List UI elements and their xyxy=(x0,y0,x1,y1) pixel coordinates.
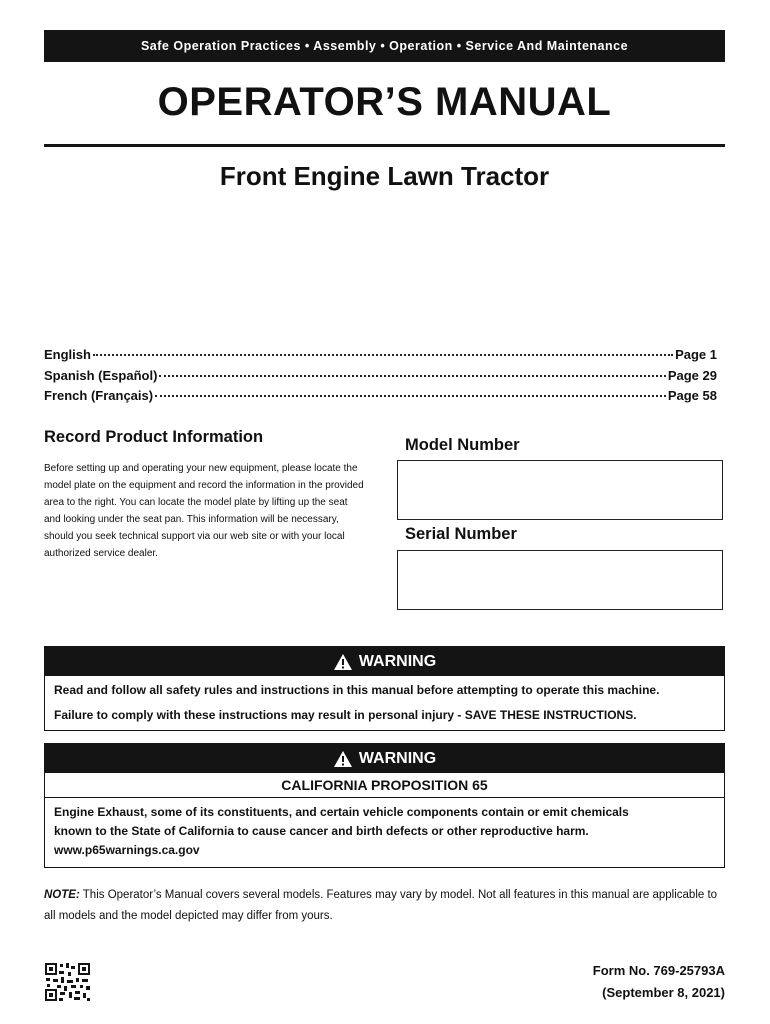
toc-leader-dots xyxy=(159,361,665,377)
product-subtitle: Front Engine Lawn Tractor xyxy=(219,161,550,191)
note-text: This Operator’s Manual covers several models. Features may vary by model. Not all features in this manual are applicable to all models and the model depicted may differ from yours. xyxy=(44,889,718,922)
record-product-instructions: Before setting up and operating your new equipment, please locate the model plate on the equipment and record the information in the provided area to the right. You can locate the model plate by lifting up the seat and looking under the seat pan. This information will be necessary, should you seek technical support via our web site or with your local authorized service dealer. xyxy=(44,463,364,559)
safety-warning-box xyxy=(44,646,725,731)
record-product-heading: Record Product Information xyxy=(44,428,264,446)
header-banner-text: Safe Operation Practices • Assembly • Operation • Service And Maintenance xyxy=(140,39,629,53)
toc-leader-dots xyxy=(155,381,666,397)
warning-heading: WARNING xyxy=(358,652,437,670)
qr-code-icon[interactable] xyxy=(44,962,91,1002)
note-label: NOTE: xyxy=(44,889,80,901)
language-table-of-contents xyxy=(44,343,717,405)
toc-leader-dots xyxy=(93,340,673,356)
form-number-block xyxy=(520,960,725,1004)
title-divider xyxy=(44,144,725,147)
toc-page: Page 1 xyxy=(675,347,717,362)
header-banner xyxy=(44,30,725,62)
prop65-text: Engine Exhaust, some of its constituents, and certain vehicle components contain or emit chemicals known to the State of California to cause cancer and birth defects or other reproductive harm. www.p65warnings.ca.gov xyxy=(54,805,629,857)
form-date: (September 8, 2021) xyxy=(602,985,725,1000)
warning-line-2: Failure to comply with these instructions may result in personal injury - SAVE THESE INSTRUCTIONS. xyxy=(54,708,637,722)
warning-line-1: Read and follow all safety rules and instructions in this manual before attempting to operate this machine. xyxy=(54,683,660,697)
serial-number-label: Serial Number xyxy=(405,525,517,543)
warning-header xyxy=(45,744,724,773)
serial-number-field[interactable] xyxy=(397,550,723,610)
model-number-field[interactable] xyxy=(397,460,723,520)
warning-triangle-icon xyxy=(333,653,353,671)
model-number-label: Model Number xyxy=(405,436,520,454)
manual-title: OPERATOR’S MANUAL xyxy=(157,80,612,124)
form-number: Form No. 769-25793A xyxy=(592,963,725,978)
toc-language: French (Français) xyxy=(44,388,154,403)
toc-page: Page 29 xyxy=(667,367,717,383)
models-note xyxy=(44,885,725,927)
toc-page: Page 58 xyxy=(667,388,717,403)
prop65-title: CALIFORNIA PROPOSITION 65 xyxy=(45,773,724,798)
warning-heading: WARNING xyxy=(358,749,437,767)
toc-language: English xyxy=(44,347,91,362)
toc-language: Spanish (Español) xyxy=(44,367,158,383)
toc-row-french[interactable] xyxy=(44,384,717,405)
warning-triangle-icon xyxy=(333,750,353,768)
prop65-warning-box xyxy=(44,743,725,868)
warning-header xyxy=(45,647,724,676)
